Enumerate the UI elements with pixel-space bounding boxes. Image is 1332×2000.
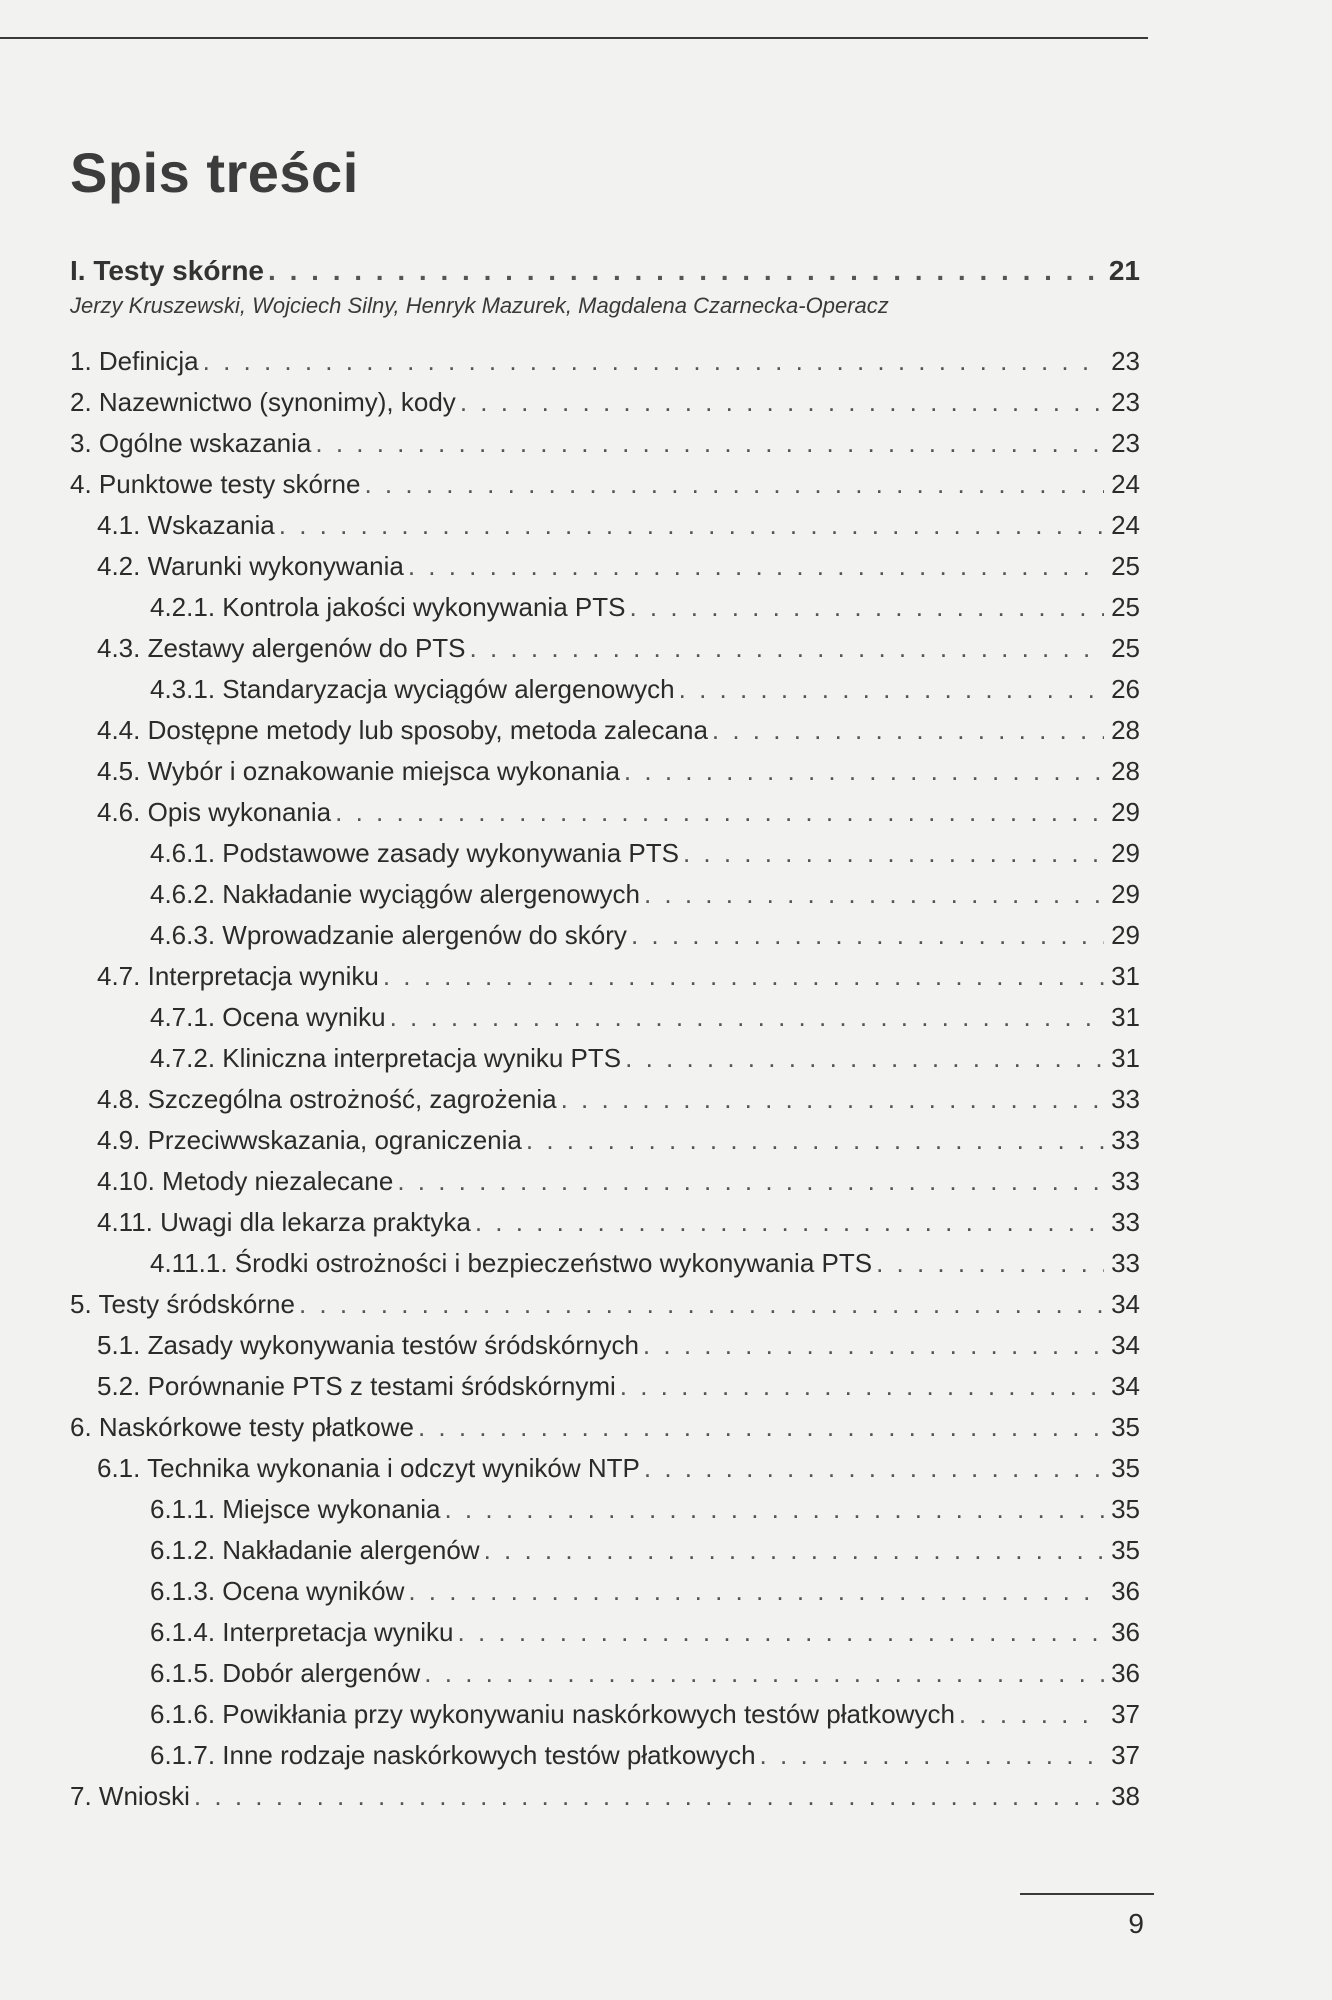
- toc-entry-label: 6.1.1. Miejsce wykonania: [150, 1494, 441, 1524]
- toc-entry-page: 29: [1111, 797, 1140, 827]
- dot-leader: [643, 1325, 1104, 1366]
- toc-entry-page: 35: [1111, 1535, 1140, 1565]
- toc-entry-label: 6.1.6. Powikłania przy wykonywaniu naskórkowych testów płatkowych: [150, 1699, 955, 1729]
- dot-leader: [299, 1284, 1104, 1325]
- toc-entry[interactable]: [70, 587, 1140, 628]
- toc-entry-label: 7. Wnioski: [70, 1781, 190, 1811]
- toc-entry-label: 6.1. Technika wykonania i odczyt wyników NTP: [97, 1453, 640, 1483]
- chapter-page: 21: [1108, 255, 1140, 286]
- toc-entry-page: 34: [1111, 1371, 1140, 1401]
- toc-entry-label: 6.1.2. Nakładanie alergenów: [150, 1535, 480, 1565]
- toc-entry-label: 4.7.2. Kliniczna interpretacja wyniku PTS: [150, 1043, 622, 1073]
- toc-entry[interactable]: [70, 382, 1140, 423]
- toc-entry-page: 29: [1111, 838, 1140, 868]
- toc-entry-label: 4.2.1. Kontrola jakości wykonywania PTS: [150, 592, 626, 622]
- dot-leader: [458, 1612, 1105, 1653]
- toc-entry[interactable]: [70, 874, 1140, 915]
- dot-leader: [959, 1694, 1104, 1735]
- dot-leader: [625, 1038, 1104, 1079]
- toc-entry[interactable]: [70, 423, 1140, 464]
- toc-entry[interactable]: [70, 1407, 1140, 1448]
- chapter-entry[interactable]: [70, 250, 1140, 291]
- toc-entry-label: 2. Nazewnictwo (synonimy), kody: [70, 387, 456, 417]
- toc-entry-label: 4. Punktowe testy skórne: [70, 469, 361, 499]
- dot-leader: [620, 1366, 1104, 1407]
- dot-leader: [679, 669, 1104, 710]
- dot-leader: [631, 915, 1104, 956]
- toc-entry-page: 38: [1111, 1781, 1140, 1811]
- toc-entry[interactable]: [70, 546, 1140, 587]
- toc-entry-label: 4.7. Interpretacja wyniku: [97, 961, 379, 991]
- dot-leader: [624, 751, 1104, 792]
- toc-entry-label: 5.2. Porównanie PTS z testami śródskórnymi: [97, 1371, 616, 1401]
- dot-leader: [475, 1202, 1104, 1243]
- toc-entry-label: 4.11.1. Środki ostrożności i bezpieczeństwo wykonywania PTS: [150, 1248, 873, 1278]
- page-number: 9: [1128, 1908, 1144, 1939]
- toc-entry-page: 33: [1111, 1084, 1140, 1114]
- dot-leader: [876, 1243, 1104, 1284]
- dot-leader: [712, 710, 1104, 751]
- dot-leader: [629, 587, 1104, 628]
- toc-entry-label: 4.3. Zestawy alergenów do PTS: [97, 633, 466, 663]
- dot-leader: [644, 874, 1104, 915]
- dot-leader: [194, 1776, 1104, 1817]
- toc-entry-page: 25: [1111, 592, 1140, 622]
- toc-entry-page: 29: [1111, 920, 1140, 950]
- toc-entry-page: 33: [1111, 1248, 1140, 1278]
- dot-leader: [444, 1489, 1104, 1530]
- dot-leader: [470, 628, 1104, 669]
- toc-entry[interactable]: [70, 341, 1140, 382]
- toc-entry-label: 1. Definicja: [70, 346, 199, 376]
- toc-entry-label: 4.1. Wskazania: [97, 510, 275, 540]
- dot-leader: [279, 505, 1104, 546]
- toc-entry-label: 5. Testy śródskórne: [70, 1289, 295, 1319]
- toc-entry-page: 34: [1111, 1289, 1140, 1319]
- toc-entry-page: 24: [1111, 469, 1140, 499]
- toc-entry-label: 4.2. Warunki wykonywania: [97, 551, 404, 581]
- chapter-label: I. Testy skórne: [70, 255, 265, 286]
- dot-leader: [268, 250, 1104, 291]
- toc-entry[interactable]: [70, 1120, 1140, 1161]
- toc-entry[interactable]: [70, 1079, 1140, 1120]
- toc-entry-page: 35: [1111, 1412, 1140, 1442]
- toc-entry-page: 37: [1111, 1699, 1140, 1729]
- dot-leader: [561, 1079, 1104, 1120]
- toc-entry[interactable]: [70, 1489, 1140, 1530]
- toc-entry[interactable]: [70, 1325, 1140, 1366]
- toc-entry[interactable]: [70, 1284, 1140, 1325]
- toc-entry-label: 4.8. Szczególna ostrożność, zagrożenia: [97, 1084, 557, 1114]
- toc-entry[interactable]: [70, 669, 1140, 710]
- toc-entry-label: 4.3.1. Standaryzacja wyciągów alergenowych: [150, 674, 675, 704]
- toc-entry[interactable]: [70, 1776, 1140, 1817]
- toc-entry-page: 33: [1111, 1207, 1140, 1237]
- bottom-rule: [1020, 1893, 1154, 1895]
- dot-leader: [335, 792, 1104, 833]
- toc-entry-label: 4.5. Wybór i oznakowanie miejsca wykonania: [97, 756, 620, 786]
- toc-entry-page: 35: [1111, 1494, 1140, 1524]
- toc-entry[interactable]: [70, 956, 1140, 997]
- dot-leader: [408, 1571, 1104, 1612]
- dot-leader: [424, 1653, 1104, 1694]
- toc-entry-page: 23: [1111, 387, 1140, 417]
- toc-entry[interactable]: [70, 1448, 1140, 1489]
- toc-entry[interactable]: [70, 1530, 1140, 1571]
- dot-leader: [203, 341, 1104, 382]
- toc-entry-page: 31: [1111, 1002, 1140, 1032]
- toc-entry-label: 4.6. Opis wykonania: [97, 797, 332, 827]
- toc-entry[interactable]: [70, 1243, 1140, 1284]
- dot-leader: [408, 546, 1104, 587]
- chapter-heading: [70, 250, 1140, 337]
- toc-entry-label: 4.4. Dostępne metody lub sposoby, metoda zalecana: [97, 715, 708, 745]
- dot-leader: [364, 464, 1104, 505]
- toc-entry[interactable]: [70, 1038, 1140, 1079]
- toc-entry-page: 33: [1111, 1125, 1140, 1155]
- dot-leader: [683, 833, 1104, 874]
- toc-entry[interactable]: [70, 710, 1140, 751]
- toc-entry-label: 4.10. Metody niezalecane: [97, 1166, 394, 1196]
- toc-entry[interactable]: [70, 833, 1140, 874]
- dot-leader: [526, 1120, 1104, 1161]
- toc-entry[interactable]: [70, 915, 1140, 956]
- toc-entry[interactable]: [70, 464, 1140, 505]
- toc-entry-page: 29: [1111, 879, 1140, 909]
- toc-entry-label: 6.1.5. Dobór alergenów: [150, 1658, 421, 1688]
- toc-entry-label: 6.1.4. Interpretacja wyniku: [150, 1617, 454, 1647]
- toc-entry-page: 31: [1111, 961, 1140, 991]
- toc-entry-page: 25: [1111, 551, 1140, 581]
- toc-entry-label: 4.9. Przeciwwskazania, ograniczenia: [97, 1125, 522, 1155]
- toc-entry-label: 6. Naskórkowe testy płatkowe: [70, 1412, 414, 1442]
- toc-entry-page: 24: [1111, 510, 1140, 540]
- toc-entry-label: 4.6.1. Podstawowe zasady wykonywania PTS: [150, 838, 679, 868]
- toc-entry[interactable]: [70, 997, 1140, 1038]
- toc-entry[interactable]: [70, 751, 1140, 792]
- dot-leader: [760, 1735, 1104, 1776]
- toc-entry[interactable]: [70, 628, 1140, 669]
- toc-entry[interactable]: [70, 1694, 1140, 1735]
- toc-entry-page: 23: [1111, 428, 1140, 458]
- toc-entry-page: 31: [1111, 1043, 1140, 1073]
- toc-entry-page: 28: [1111, 715, 1140, 745]
- toc-entry[interactable]: [70, 1202, 1140, 1243]
- dot-leader: [460, 382, 1104, 423]
- toc-entry[interactable]: [70, 1735, 1140, 1776]
- dot-leader: [644, 1448, 1104, 1489]
- toc-list: [70, 341, 1140, 1817]
- toc-entry-page: 28: [1111, 756, 1140, 786]
- toc-entry-page: 25: [1111, 633, 1140, 663]
- toc-entry[interactable]: [70, 505, 1140, 546]
- dot-leader: [390, 997, 1104, 1038]
- toc-entry[interactable]: [70, 1612, 1140, 1653]
- dot-leader: [418, 1407, 1104, 1448]
- toc-entry-page: 36: [1111, 1576, 1140, 1606]
- toc-entry-label: 6.1.7. Inne rodzaje naskórkowych testów płatkowych: [150, 1740, 756, 1770]
- toc-entry-page: 36: [1111, 1617, 1140, 1647]
- toc-entry-page: 23: [1111, 346, 1140, 376]
- toc-entry-page: 26: [1111, 674, 1140, 704]
- toc-entry-label: 6.1.3. Ocena wyników: [150, 1576, 405, 1606]
- toc-entry-page: 33: [1111, 1166, 1140, 1196]
- dot-leader: [484, 1530, 1104, 1571]
- dot-leader: [397, 1161, 1104, 1202]
- toc-entry-label: 4.6.2. Nakładanie wyciągów alergenowych: [150, 879, 640, 909]
- chapter-authors: Jerzy Kruszewski, Wojciech Silny, Henryk Mazurek, Magdalena Czarnecka-Operacz: [70, 293, 889, 318]
- toc-entry[interactable]: [70, 1653, 1140, 1694]
- toc-entry-label: 4.6.3. Wprowadzanie alergenów do skóry: [150, 920, 627, 950]
- toc-entry[interactable]: [70, 1571, 1140, 1612]
- top-rule: [0, 37, 1148, 39]
- toc-entry[interactable]: [70, 1161, 1140, 1202]
- toc-entry-label: 4.7.1. Ocena wyniku: [150, 1002, 386, 1032]
- dot-leader: [315, 423, 1104, 464]
- toc-entry-page: 36: [1111, 1658, 1140, 1688]
- toc-entry[interactable]: [70, 1366, 1140, 1407]
- toc-entry-page: 34: [1111, 1330, 1140, 1360]
- toc-entry-page: 35: [1111, 1453, 1140, 1483]
- toc-entry[interactable]: [70, 792, 1140, 833]
- toc-entry-page: 37: [1111, 1740, 1140, 1770]
- page-title: Spis treści: [70, 141, 359, 204]
- dot-leader: [383, 956, 1104, 997]
- toc-entry-label: 5.1. Zasady wykonywania testów śródskórnych: [97, 1330, 639, 1360]
- toc-entry-label: 4.11. Uwagi dla lekarza praktyka: [97, 1207, 471, 1237]
- toc-entry-label: 3. Ogólne wskazania: [70, 428, 312, 458]
